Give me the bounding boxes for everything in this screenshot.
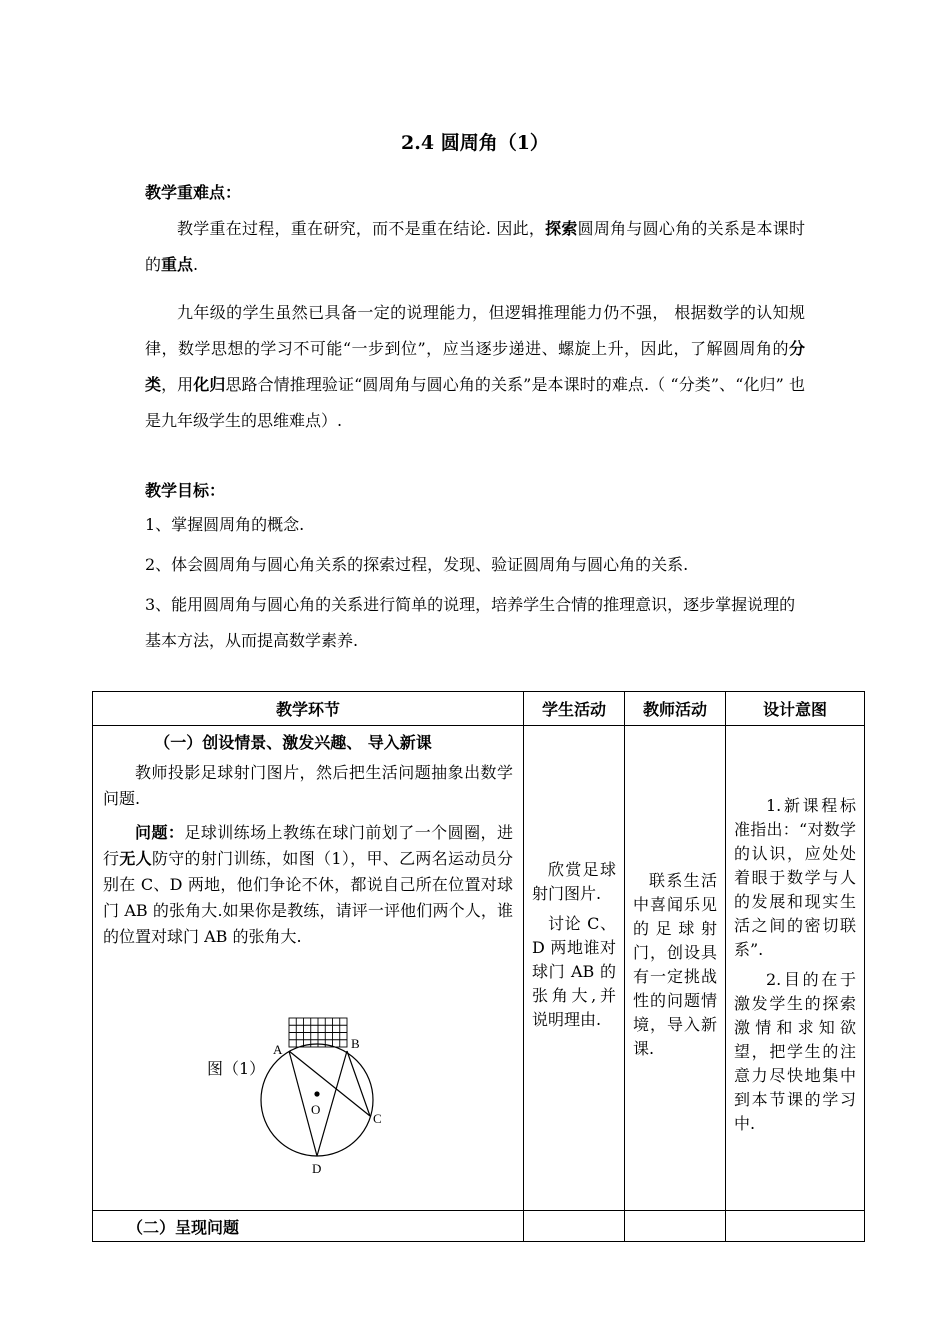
student-activity-2: 讨论 C、D 两地谁对球门 AB 的张角大,并说明理由.	[532, 914, 616, 1029]
page-title: 2.4 圆周角（1）	[401, 132, 549, 154]
circle-diagram	[253, 1016, 393, 1206]
section-2-student-activity	[524, 1211, 625, 1242]
section-1-teacher-activity	[625, 726, 726, 1211]
section-1-student-activity	[524, 726, 625, 1211]
section-1-paragraph-1: 教师投影足球射门图片，然后把生活问题抽象出数学问题.	[103, 763, 513, 808]
point-label-d: D	[312, 1161, 322, 1176]
angle-lines	[289, 1051, 370, 1156]
header-student-activity: 学生活动	[524, 692, 625, 726]
goals-heading: 教学目标：	[145, 481, 226, 500]
teacher-activity-text: 联系生活中喜闻乐见的足球射门，创设具有一定挑战性的问题情境，导入新课.	[633, 871, 717, 1058]
header-design-intent: 设计意图	[726, 692, 865, 726]
section-2-content	[93, 1211, 524, 1242]
goal-item-1: 1、掌握圆周角的概念.	[145, 515, 305, 534]
goals-section	[145, 478, 805, 659]
section-1-title: （一）创设情景、激发兴趣、 导入新课	[154, 733, 432, 752]
point-label-c: C	[373, 1111, 382, 1126]
goal-item-2: 2、体会圆周角与圆心角关系的探索过程，发现、验证圆周角与圆心角的关系.	[145, 555, 689, 574]
section-1-design-intent	[726, 726, 865, 1211]
goal-net	[289, 1018, 347, 1047]
design-intent-1: 1.新课程标准指出：“对数学的认识，应处处着眼于数学与人的发展和现实生活之间的密切联系”.	[734, 796, 856, 959]
section-2-teacher-activity	[625, 1211, 726, 1242]
point-label-b: B	[351, 1036, 360, 1051]
key-points-heading: 教学重难点：	[145, 183, 242, 202]
lesson-table	[92, 691, 865, 1242]
table-row-section-1	[93, 726, 865, 1211]
goal-item-3: 3、能用圆周角与圆心角的关系进行简单的说理，培养学生合情的推理意识，逐步掌握说理的基本方法，从而提高数学素养.	[145, 595, 796, 650]
table-row-section-2	[93, 1211, 865, 1242]
key-points-paragraph-1: 教学重在过程，重在研究，而不是重在结论. 因此，探索圆周角与圆心角的关系是本课时的重点.	[145, 219, 805, 274]
section-2-title: （二）呈现问题	[127, 1217, 240, 1237]
figure-1	[103, 1016, 513, 1206]
key-points-paragraph-2: 九年级的学生虽然已具备一定的说理能力，但逻辑推理能力仍不强， 根据数学的认知规律，数学思想的学习不可能“一步到位”，应当逐步递进、螺旋上升，因此，了解圆周角的分类，用化归思路合情推理验证“圆周角与圆心角的关系”是本课时的难点.（ “分类”、“化归” 也是九年级学生的思维难点）.	[145, 303, 805, 430]
center-point	[314, 1091, 319, 1096]
section-1-content	[93, 726, 524, 1211]
section-1-problem: 问题：足球训练场上教练在球门前划了一个圆圈，进行无人防守的射门训练，如图（1），甲、乙两名运动员分别在 C、D 两地，他们争论不休，都说自己所在位置对球门 AB 的张角大.如果你是教练，请评一评他们两个人，谁的位置对球门 AB 的张角大.	[103, 823, 513, 946]
design-intent-2: 2.目的在于激发学生的探索激情和求知欲望，把学生的注意力尽快地集中到本节课的学习中.	[734, 970, 856, 1133]
point-label-a: A	[273, 1042, 283, 1057]
point-label-o: O	[311, 1102, 321, 1117]
section-2-design-intent	[726, 1211, 865, 1242]
student-activity-1: 欣赏足球射门图片.	[532, 860, 616, 903]
header-teacher-activity: 教师活动	[625, 692, 726, 726]
circle-shape	[261, 1044, 373, 1156]
figure-1-label: 图（1）	[207, 1059, 266, 1078]
key-points-section	[145, 180, 805, 439]
table-header-row	[93, 692, 865, 726]
header-teaching-stage: 教学环节	[93, 692, 524, 726]
